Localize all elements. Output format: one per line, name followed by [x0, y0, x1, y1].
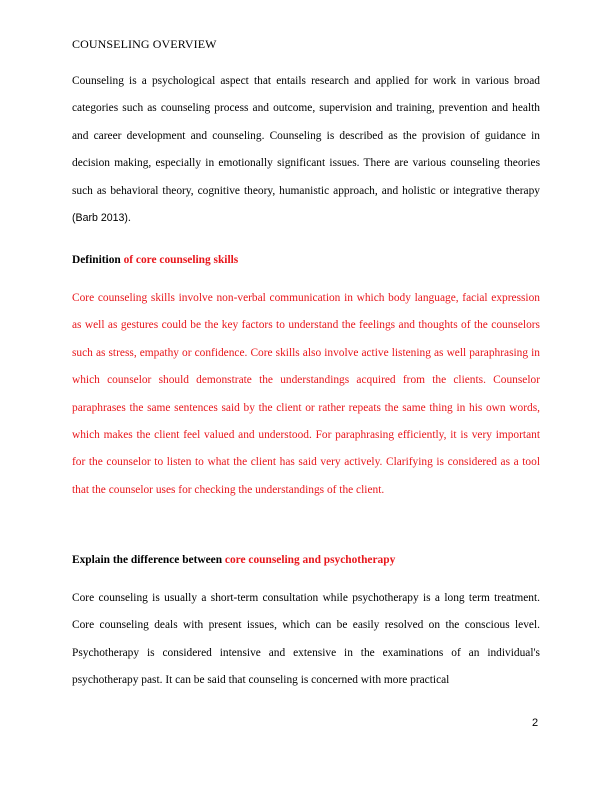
- difference-heading-prefix: Explain the difference between: [72, 554, 225, 566]
- definition-heading: [72, 252, 540, 268]
- intro-paragraph: [72, 68, 540, 232]
- intro-end: .: [127, 212, 131, 225]
- difference-paragraph: Core counseling is usually a short-term consultation while psychotherapy is a long term treatment. Core counseling deals with present issues, which can be easily resolved on the conscious level. Psychotherapy is considered intensive and extensive in the examinations of an individual's psychotherapy past. It can be said that counseling is concerned with more practical: [72, 592, 540, 687]
- running-head: COUNSELING OVERVIEW: [72, 37, 217, 51]
- definition-heading-prefix: Definition: [72, 254, 124, 266]
- difference-heading-highlight: core counseling and psychotherapy: [224, 554, 396, 566]
- citation: (Barb 2013): [72, 212, 128, 225]
- difference-heading: [72, 552, 540, 568]
- page-number: 2: [532, 717, 539, 729]
- intro-text: Counseling is a psychological aspect that entails research and applied for work in various broad categories such as counseling process and outcome, supervision and training, prevention and health and career development and counseling. Counseling is described as the provision of guidance in decision making, especially in emotionally significant issues. There are various counseling theories such as behavioral theory, cognitive theory, humanistic approach, and holistic or integrative therapy: [72, 75, 540, 197]
- definition-paragraph: Core counseling skills involve non-verbal communication in which body language, facial expression as well as gestures could be the key factors to understand the feelings and thoughts of the counselors such as stress, empathy or confidence. Core skills also involve active listening as well paraphrasing in which counselor should demonstrate the understandings acquired from the clients. Counselor paraphrases the same sentences said by the client or rather repeats the same thing in his own words, which makes the client feel valued and understood. For paraphrasing efficiently, it is very important for the counselor to listen to what the client has said very actively. Clarifying is considered as a tool that the counselor uses for checking the understandings of the client.: [72, 292, 540, 496]
- definition-heading-highlight: of core counseling skills: [123, 254, 239, 266]
